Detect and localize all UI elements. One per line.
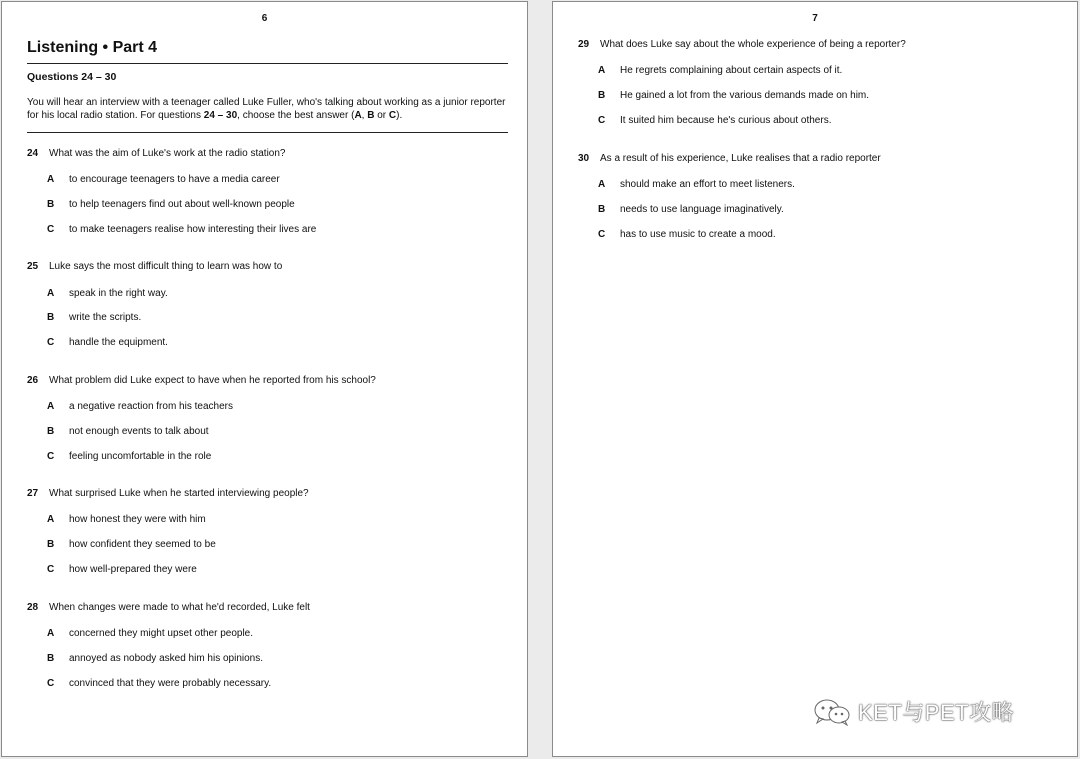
option-text: to help teenagers find out about well-known people	[69, 199, 295, 210]
question-30	[578, 152, 1058, 240]
option-b[interactable]	[47, 425, 209, 438]
questions-range-heading: Questions 24 – 30	[27, 71, 117, 83]
option-c[interactable]	[47, 563, 197, 576]
option-text: how honest they were with him	[69, 514, 206, 525]
intro-letter: B	[367, 110, 375, 121]
option-text: has to use music to create a mood.	[620, 229, 776, 240]
intro-range: 24 – 30	[203, 110, 238, 121]
option-text: It suited him because he's curious about others.	[620, 115, 832, 126]
option-letter: A	[47, 514, 55, 525]
option-text: not enough events to talk about	[69, 426, 209, 437]
option-text: feeling uncomfortable in the role	[69, 451, 212, 462]
option-b[interactable]	[598, 89, 869, 102]
option-letter: C	[598, 229, 606, 240]
option-b[interactable]	[47, 538, 216, 551]
option-letter: B	[47, 199, 55, 210]
option-c[interactable]	[598, 228, 776, 241]
option-letter: C	[47, 337, 55, 348]
question-text: What was the aim of Luke's work at the radio station?	[49, 148, 286, 159]
instructions	[27, 96, 512, 122]
option-text: write the scripts.	[69, 312, 142, 323]
option-a[interactable]	[598, 64, 842, 77]
question-text: When changes were made to what he'd recorded, Luke felt	[49, 602, 310, 613]
option-text: He gained a lot from the various demands made on him.	[620, 90, 870, 101]
option-text: He regrets complaining about certain aspects of it.	[620, 65, 843, 76]
option-letter: C	[598, 115, 606, 126]
intro-text: , choose the best answer (	[237, 110, 355, 121]
intro-letter: A	[354, 110, 362, 121]
intro-text: or	[374, 110, 389, 121]
option-b[interactable]	[47, 198, 295, 211]
page-number: 6	[261, 13, 268, 24]
intro-text: You will hear an interview with a teenager called Luke Fuller, who's talking about working as a junior reporter for his local radio station. For questions	[27, 97, 506, 121]
option-text: how confident they seemed to be	[69, 539, 216, 550]
option-letter: A	[598, 65, 606, 76]
question-number: 30	[578, 153, 590, 164]
question-number: 25	[27, 261, 39, 272]
option-letter: C	[47, 224, 55, 235]
question-28	[27, 601, 507, 689]
option-letter: A	[47, 174, 55, 185]
title-divider	[27, 63, 508, 64]
option-text: how well-prepared they were	[69, 564, 197, 575]
option-letter: B	[47, 426, 55, 437]
option-text: needs to use language imaginatively.	[620, 204, 784, 215]
page-number: 7	[812, 13, 818, 24]
option-b[interactable]	[47, 652, 263, 665]
question-text: Luke says the most difficult thing to learn was how to	[49, 261, 283, 272]
option-letter: B	[47, 312, 55, 323]
question-number: 28	[27, 602, 39, 613]
question-text: What surprised Luke when he started interviewing people?	[49, 488, 309, 499]
option-letter: A	[598, 179, 606, 190]
option-letter: B	[47, 539, 55, 550]
option-c[interactable]	[598, 114, 831, 127]
option-letter: A	[47, 288, 55, 299]
option-text: handle the equipment.	[69, 337, 168, 348]
question-25	[27, 260, 507, 348]
option-letter: C	[47, 564, 55, 575]
watermark-text: KET与PET攻略	[858, 700, 1015, 725]
option-c[interactable]	[47, 223, 316, 236]
question-29	[578, 38, 1058, 126]
question-text: As a result of his experience, Luke realises that a radio reporter	[600, 153, 881, 164]
intro-text: ).	[396, 110, 403, 121]
intro-divider	[27, 132, 508, 133]
option-a[interactable]	[47, 400, 233, 413]
wechat-icon	[812, 697, 852, 727]
question-26	[27, 374, 507, 462]
option-c[interactable]	[47, 336, 168, 349]
option-letter: B	[598, 90, 606, 101]
option-a[interactable]	[47, 173, 280, 186]
section-title: Listening • Part 4	[27, 39, 158, 56]
option-text: should make an effort to meet listeners.	[620, 179, 795, 190]
question-text: What problem did Luke expect to have when he reported from his school?	[49, 375, 376, 386]
option-letter: A	[47, 628, 55, 639]
option-text: to make teenagers realise how interesting their lives are	[69, 224, 317, 235]
option-text: to encourage teenagers to have a media career	[69, 174, 280, 185]
option-letter: B	[598, 204, 606, 215]
question-27	[27, 487, 507, 575]
question-24	[27, 147, 507, 235]
intro-letter: C	[388, 110, 397, 121]
watermark	[812, 696, 1014, 727]
question-number: 24	[27, 148, 39, 159]
option-text: convinced that they were probably necessary.	[69, 678, 272, 689]
question-number: 29	[578, 39, 590, 50]
option-c[interactable]	[47, 677, 271, 690]
option-letter: C	[47, 451, 55, 462]
exam-page-left	[1, 1, 528, 757]
option-a[interactable]	[47, 287, 168, 300]
option-c[interactable]	[47, 450, 211, 463]
option-letter: B	[47, 653, 55, 664]
option-letter: C	[47, 678, 55, 689]
option-a[interactable]	[598, 178, 795, 191]
option-b[interactable]	[47, 311, 141, 324]
question-number: 26	[27, 375, 39, 386]
option-text: speak in the right way.	[69, 288, 168, 299]
option-text: concerned they might upset other people.	[69, 628, 254, 639]
option-a[interactable]	[47, 627, 253, 640]
exam-page-right	[552, 1, 1078, 757]
option-a[interactable]	[47, 513, 206, 526]
question-text: What does Luke say about the whole experience of being a reporter?	[600, 39, 906, 50]
option-text: annoyed as nobody asked him his opinions.	[69, 653, 264, 664]
question-number: 27	[27, 488, 39, 499]
option-letter: A	[47, 401, 55, 412]
option-text: a negative reaction from his teachers	[69, 401, 233, 412]
intro-text: ,	[361, 110, 368, 121]
option-b[interactable]	[598, 203, 784, 216]
